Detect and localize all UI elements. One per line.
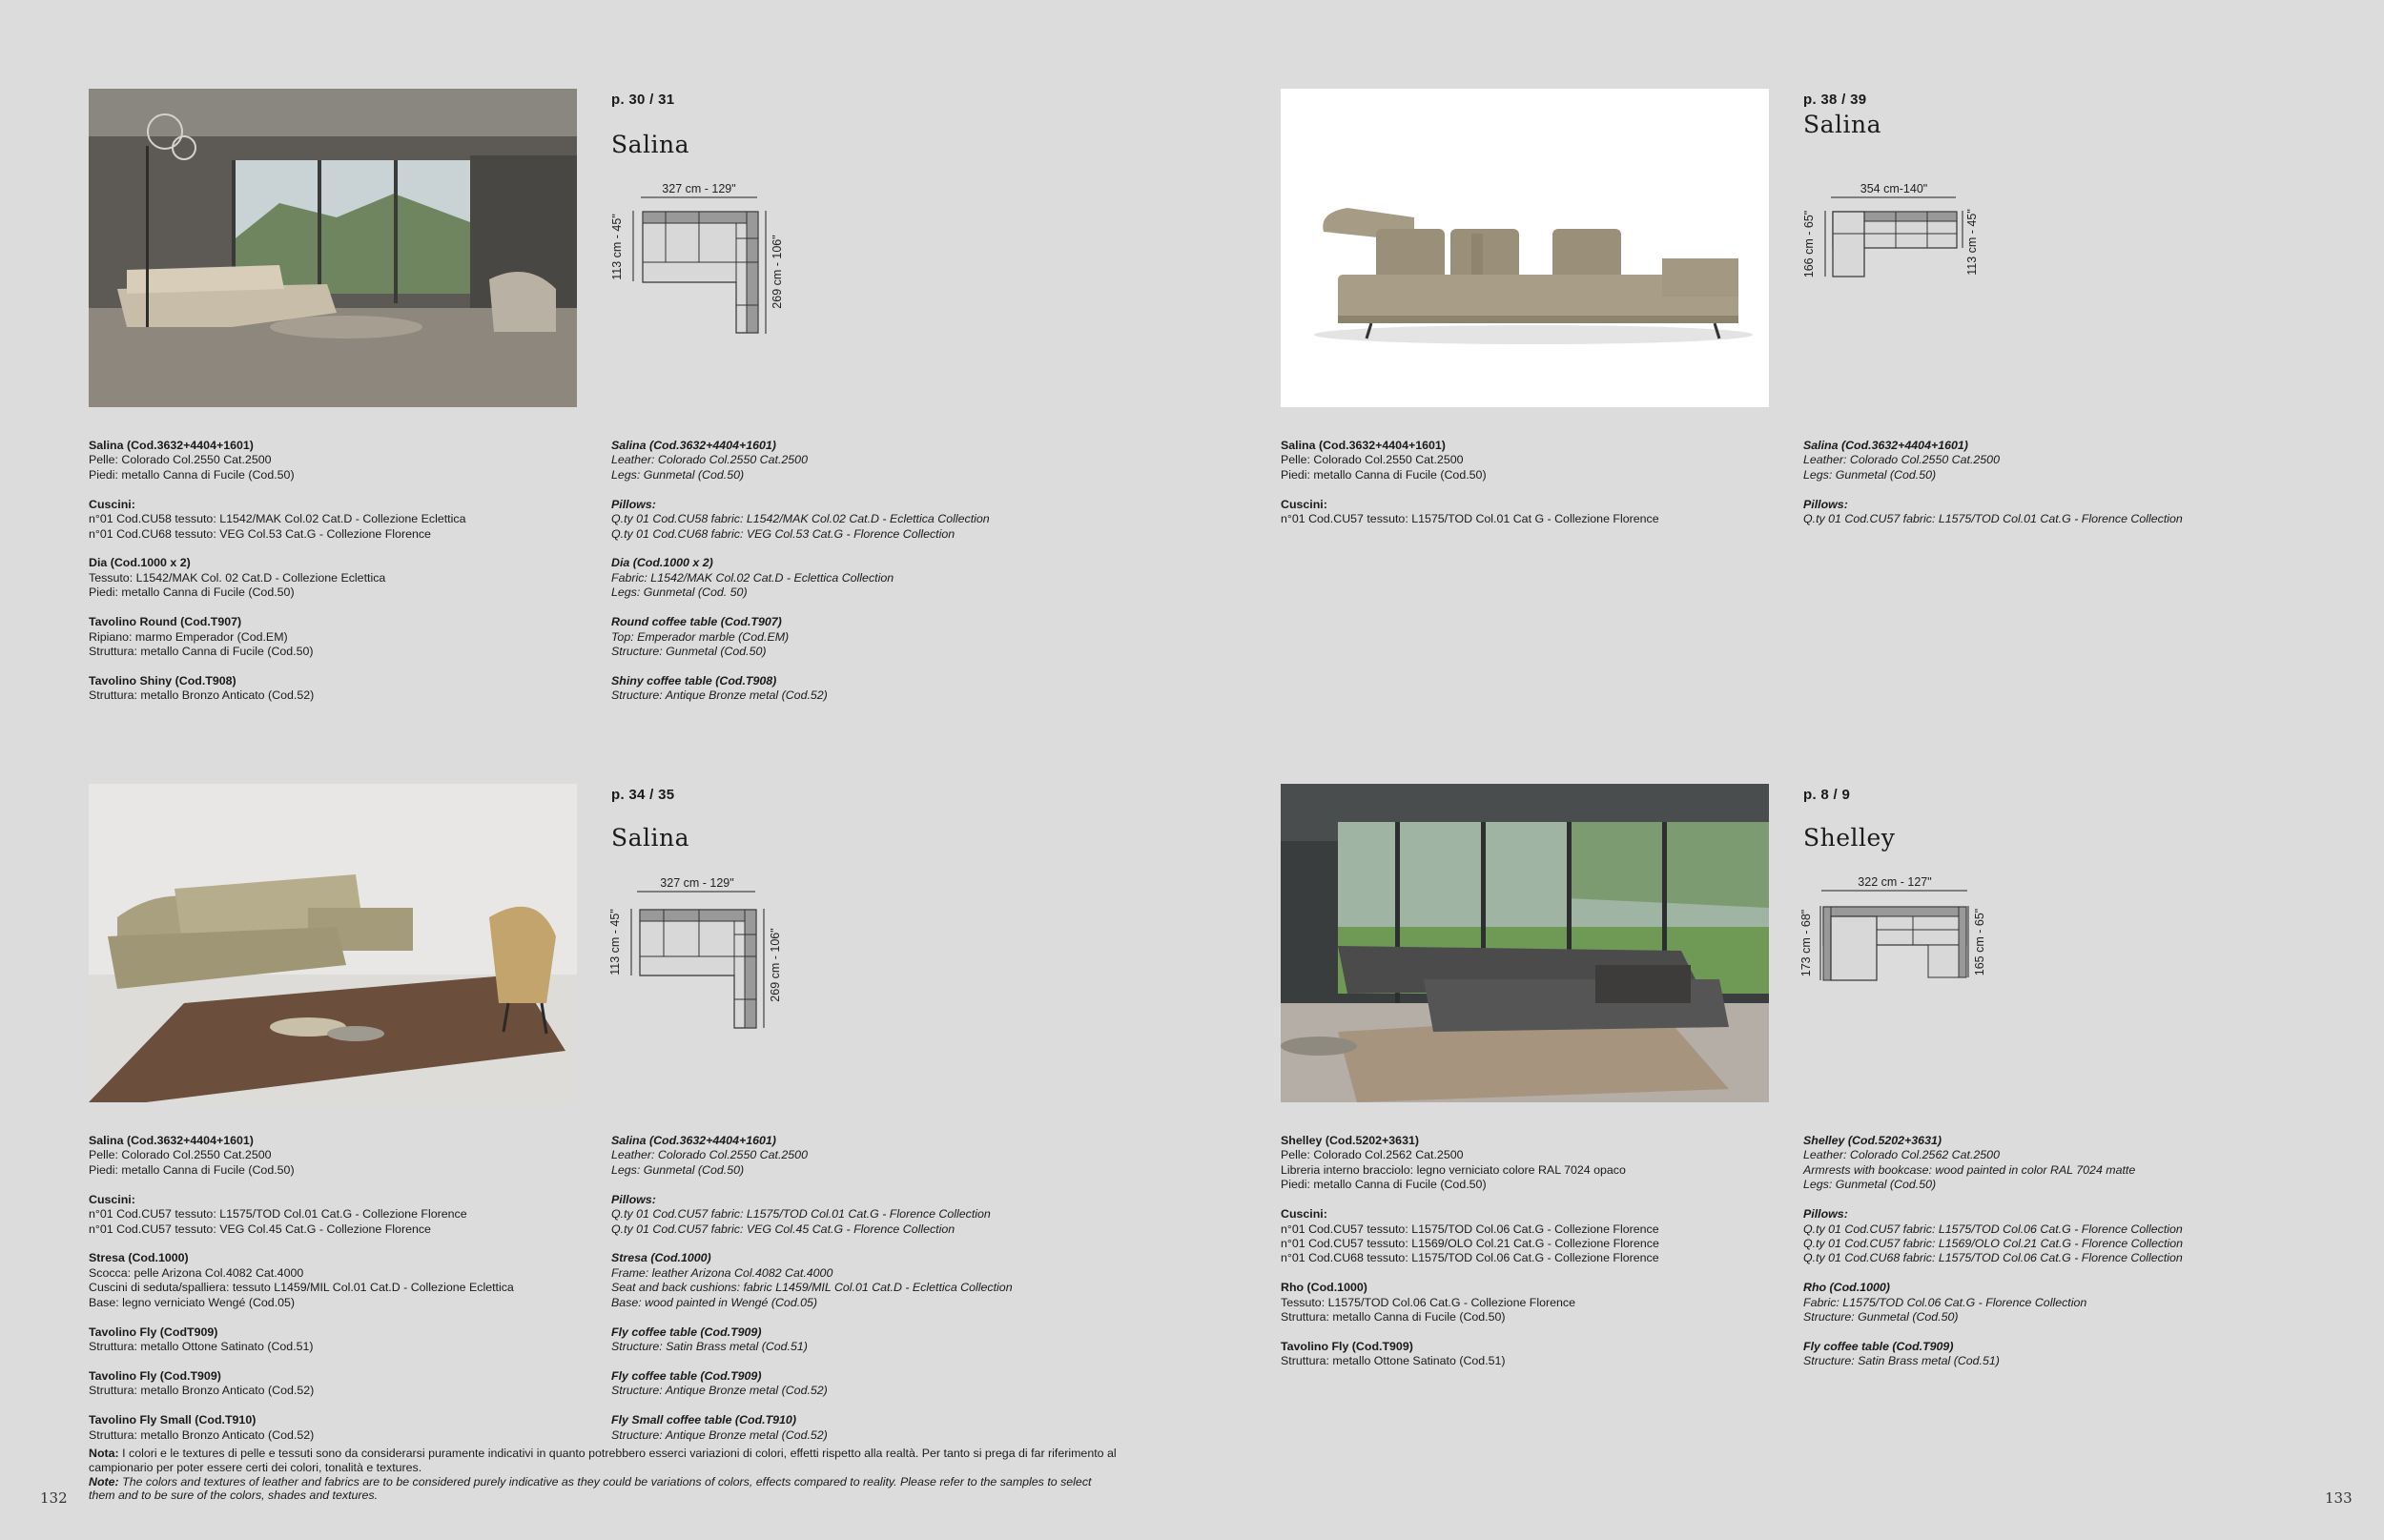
dimension-length-label: 269 cm - 106"	[769, 928, 782, 1002]
spec-line: Tessuto: L1575/TOD Col.06 Cat.G - Collezione Florence	[1281, 1295, 1575, 1309]
spec-line: Structure: Satin Brass metal (Cod.51)	[611, 1339, 808, 1353]
spec-line: Struttura: metallo Bronzo Anticato (Cod.52)	[89, 1384, 315, 1398]
spec-block	[611, 1251, 1088, 1310]
spec-block	[89, 498, 565, 542]
spec-line: Legs: Gunmetal (Cod.50)	[611, 1162, 745, 1177]
spec-block	[89, 1251, 565, 1310]
disclaimer-note	[89, 1447, 1119, 1503]
spec-line: Pelle: Colorado Col.2562 Cat.2500	[1281, 1148, 1464, 1162]
spec-heading: Tavolino Fly (Cod.T909)	[89, 1368, 221, 1383]
product-details-italian	[1281, 439, 1757, 542]
dimension-diagram-salina-corner	[608, 181, 837, 343]
spec-line: Q.ty 01 Cod.CU57 fabric: L1575/TOD Col.01 Cat.G - Florence Collection	[1803, 512, 2183, 526]
dimension-depth-right-label: 165 cm - 65"	[1973, 908, 1986, 976]
dimension-depth-label: 173 cm - 68"	[1799, 909, 1813, 977]
spec-heading: Tavolino Fly (CodT909)	[89, 1324, 218, 1339]
spec-heading: Stresa (Cod.1000)	[611, 1251, 711, 1265]
product-details-english	[611, 1134, 1088, 1458]
spec-heading: Fly coffee table (Cod.T909)	[611, 1324, 762, 1339]
spec-block	[1803, 1340, 2280, 1369]
spec-line: n°01 Cod.CU68 tessuto: VEG Col.53 Cat.G - Collezione Florence	[89, 526, 431, 541]
spec-line: Piedi: metallo Canna di Fucile (Cod.50)	[1281, 1178, 1487, 1192]
disclaimer-label: Nota:	[89, 1447, 119, 1460]
spec-block	[611, 615, 1088, 659]
spec-block	[89, 1134, 565, 1178]
spec-heading: Cuscini:	[89, 1192, 135, 1206]
spec-line: Legs: Gunmetal (Cod.50)	[1803, 467, 1937, 482]
spec-line: n°01 Cod.CU57 tessuto: VEG Col.45 Cat.G - Collezione Florence	[89, 1222, 431, 1236]
spec-block	[611, 1369, 1088, 1399]
spec-block	[1803, 1207, 2280, 1266]
spec-block	[89, 674, 565, 704]
spec-heading: Stresa (Cod.1000)	[89, 1251, 189, 1265]
spec-block	[611, 498, 1088, 542]
spec-block	[611, 1134, 1088, 1178]
spec-line: Struttura: metallo Bronzo Anticato (Cod.52)	[89, 688, 315, 703]
spec-block	[89, 1325, 565, 1355]
spec-line: Seat and back cushions: fabric L1459/MIL Col.01 Cat.D - Eclettica Collection	[611, 1281, 1013, 1295]
spec-line: Top: Emperador marble (Cod.EM)	[611, 629, 790, 644]
spec-heading: Dia (Cod.1000 x 2)	[611, 556, 713, 570]
spec-line: Tessuto: L1542/MAK Col. 02 Cat.D - Collezione Eclettica	[89, 570, 386, 585]
product-title: Salina	[1803, 111, 1882, 138]
spec-line: Piedi: metallo Canna di Fucile (Cod.50)	[89, 1162, 295, 1177]
disclaimer-label: Note:	[89, 1474, 119, 1489]
dimension-depth-right-label: 113 cm - 45"	[1965, 209, 1979, 276]
spec-line: Q.ty 01 Cod.CU57 fabric: L1575/TOD Col.06 Cat.G - Florence Collection	[1803, 1222, 2183, 1236]
photo-salina-corner-studio	[89, 784, 577, 1102]
spec-heading: Salina (Cod.3632+4404+1601)	[1281, 439, 1446, 452]
spec-heading: Shiny coffee table (Cod.T908)	[611, 673, 777, 688]
spec-line: Q.ty 01 Cod.CU68 fabric: VEG Col.53 Cat.G - Florence Collection	[611, 526, 956, 541]
page-reference: p. 38 / 39	[1803, 92, 1867, 108]
spec-heading: Cuscini:	[1281, 1207, 1327, 1222]
spec-line: Structure: Satin Brass metal (Cod.51)	[1803, 1354, 2000, 1368]
spec-line: Legs: Gunmetal (Cod.50)	[1803, 1178, 1937, 1192]
spec-line: Libreria interno bracciolo: legno verniciato colore RAL 7024 opaco	[1281, 1162, 1626, 1177]
spec-block	[1803, 1281, 2280, 1324]
dimension-width-label: 327 cm - 129"	[660, 876, 734, 890]
spec-line: n°01 Cod.CU58 tessuto: L1542/MAK Col.02 Cat.D - Collezione Eclettica	[89, 512, 466, 526]
disclaimer-text: The colors and textures of leather and fabrics are to be considered purely indicative as they could be variations of colors, effects compared to reality. Please refer to the samples to select them and to be sure of the colors, shades and textures.	[89, 1474, 1092, 1503]
page-number-left: 132	[40, 1489, 68, 1507]
spec-block	[611, 1325, 1088, 1355]
spec-line: Structure: Antique Bronze metal (Cod.52)	[611, 688, 828, 703]
spec-line: Legs: Gunmetal (Cod. 50)	[611, 585, 748, 600]
spec-line: Q.ty 01 Cod.CU57 fabric: VEG Col.45 Cat.G - Florence Collection	[611, 1222, 956, 1236]
spec-line: n°01 Cod.CU57 tessuto: L1575/TOD Col.01 Cat.G - Collezione Florence	[89, 1207, 467, 1222]
spec-line: Armrests with bookcase: wood painted in color RAL 7024 matte	[1803, 1162, 2136, 1177]
spec-heading: Dia (Cod.1000 x 2)	[89, 556, 191, 570]
spec-block	[89, 1193, 565, 1237]
spec-heading: Salina (Cod.3632+4404+1601)	[1803, 439, 1968, 452]
spec-line: Piedi: metallo Canna di Fucile (Cod.50)	[89, 585, 295, 600]
disclaimer-english	[89, 1475, 1119, 1504]
spec-heading: Pillows:	[1803, 497, 1848, 511]
dimension-width-label: 322 cm - 127"	[1858, 875, 1932, 889]
spec-heading: Round coffee table (Cod.T907)	[611, 615, 782, 629]
dimension-diagram-salina-corner	[608, 875, 837, 1037]
spec-block	[1803, 439, 2280, 483]
page-reference: p. 30 / 31	[611, 92, 675, 108]
spec-line: Structure: Antique Bronze metal (Cod.52)	[611, 1427, 828, 1442]
spec-line: Piedi: metallo Canna di Fucile (Cod.50)	[1281, 467, 1487, 482]
spec-line: Fabric: L1575/TOD Col.06 Cat.G - Florence Collection	[1803, 1295, 2087, 1309]
product-details-english	[1803, 1134, 2280, 1384]
product-details-italian	[1281, 1134, 1757, 1384]
spec-line: Structure: Antique Bronze metal (Cod.52)	[611, 1384, 828, 1398]
spec-heading: Shelley (Cod.5202+3631)	[1803, 1134, 1942, 1147]
spec-line: Struttura: metallo Canna di Fucile (Cod.50)	[89, 644, 314, 658]
spec-block	[1281, 1340, 1757, 1369]
spec-heading: Fly coffee table (Cod.T909)	[1803, 1339, 1954, 1353]
dimension-diagram-salina-linear	[1800, 181, 2029, 296]
spec-heading: Rho (Cod.1000)	[1803, 1281, 1890, 1295]
spec-line: Cuscini di seduta/spalliera: tessuto L1459/MIL Col.01 Cat.D - Collezione Eclettica	[89, 1281, 514, 1295]
spec-line: Q.ty 01 Cod.CU58 fabric: L1542/MAK Col.02 Cat.D - Eclettica Collection	[611, 512, 990, 526]
spec-block	[611, 1413, 1088, 1443]
spec-heading: Pillows:	[1803, 1207, 1848, 1222]
spec-block	[611, 439, 1088, 483]
spec-heading: Cuscini:	[1281, 497, 1327, 511]
spec-heading: Pillows:	[611, 1192, 656, 1206]
dimension-width-label: 354 cm-140"	[1860, 182, 1928, 195]
spec-line: Pelle: Colorado Col.2550 Cat.2500	[89, 1148, 272, 1162]
spec-heading: Tavolino Fly (Cod.T909)	[1281, 1339, 1413, 1353]
spec-block	[1281, 1134, 1757, 1193]
product-details-italian	[89, 439, 565, 718]
spec-block	[89, 556, 565, 600]
product-title: Salina	[611, 131, 690, 158]
spec-block	[1281, 498, 1757, 527]
spec-heading: Pillows:	[611, 497, 656, 511]
spec-block	[611, 556, 1088, 600]
spec-line: Leather: Colorado Col.2562 Cat.2500	[1803, 1148, 2000, 1162]
spec-line: Base: legno verniciato Wengé (Cod.05)	[89, 1295, 296, 1309]
photo-salina-living-room	[89, 89, 577, 407]
spec-heading: Cuscini:	[89, 497, 135, 511]
photo-salina-sofa-white	[1281, 89, 1769, 407]
disclaimer-italian	[89, 1447, 1119, 1475]
spec-heading: Fly Small coffee table (Cod.T910)	[611, 1413, 796, 1427]
dimension-depth-label: 113 cm - 45"	[608, 909, 622, 975]
spec-block	[611, 1193, 1088, 1237]
spec-line: Base: wood painted in Wengé (Cod.05)	[611, 1295, 818, 1309]
spec-block	[89, 1413, 565, 1443]
dimension-width-label: 327 cm - 129"	[662, 182, 736, 195]
spec-heading: Tavolino Round (Cod.T907)	[89, 615, 242, 629]
dimension-diagram-shelley	[1800, 873, 2029, 987]
spec-heading: Shelley (Cod.5202+3631)	[1281, 1134, 1419, 1147]
spec-line: Piedi: metallo Canna di Fucile (Cod.50)	[89, 467, 295, 482]
spec-line: n°01 Cod.CU68 tessuto: L1575/TOD Col.06 Cat.G - Collezione Florence	[1281, 1251, 1659, 1265]
spec-line: Leather: Colorado Col.2550 Cat.2500	[611, 1148, 808, 1162]
page-reference: p. 34 / 35	[611, 787, 675, 803]
spec-heading: Salina (Cod.3632+4404+1601)	[611, 439, 776, 452]
dimension-depth-label: 113 cm - 45"	[610, 214, 624, 280]
spec-line: Struttura: metallo Bronzo Anticato (Cod.52)	[89, 1427, 315, 1442]
spec-line: Leather: Colorado Col.2550 Cat.2500	[611, 453, 808, 467]
spec-line: Q.ty 01 Cod.CU57 fabric: L1569/OLO Col.21 Cat.G - Florence Collection	[1803, 1236, 2184, 1250]
photo-shelley-living-room	[1281, 784, 1769, 1102]
product-details-italian	[89, 1134, 565, 1458]
spec-line: Pelle: Colorado Col.2550 Cat.2500	[89, 453, 272, 467]
spec-block	[611, 674, 1088, 704]
spec-line: Struttura: metallo Ottone Satinato (Cod.51)	[1281, 1354, 1506, 1368]
spec-line: n°01 Cod.CU57 tessuto: L1575/TOD Col.06 Cat.G - Collezione Florence	[1281, 1222, 1659, 1236]
spec-heading: Rho (Cod.1000)	[1281, 1281, 1367, 1295]
spec-line: n°01 Cod.CU57 tessuto: L1575/TOD Col.01 Cat G - Collezione Florence	[1281, 512, 1659, 526]
spec-block	[1803, 498, 2280, 527]
spec-heading: Tavolino Shiny (Cod.T908)	[89, 673, 236, 688]
product-title: Shelley	[1803, 824, 1896, 852]
spec-heading: Fly coffee table (Cod.T909)	[611, 1368, 762, 1383]
spec-block	[1803, 1134, 2280, 1193]
spec-heading: Salina (Cod.3632+4404+1601)	[89, 439, 254, 452]
spec-heading: Salina (Cod.3632+4404+1601)	[89, 1134, 254, 1147]
spec-block	[89, 439, 565, 483]
spec-heading: Salina (Cod.3632+4404+1601)	[611, 1134, 776, 1147]
spec-line: Structure: Gunmetal (Cod.50)	[1803, 1310, 1959, 1324]
product-details-english	[1803, 439, 2280, 542]
spec-block	[89, 1369, 565, 1399]
spec-line: Scocca: pelle Arizona Col.4082 Cat.4000	[89, 1265, 304, 1280]
spec-line: Frame: leather Arizona Col.4082 Cat.4000	[611, 1265, 833, 1280]
spec-block	[1281, 1207, 1757, 1266]
disclaimer-text: I colori e le textures di pelle e tessuti sono da considerarsi puramente indicativi in quanto potrebbero esserci variazioni di colori, effetti rispetto alla realtà. Per tanto si prega di far riferimento al campionario per poter essere certi dei colori, tonalità e textures.	[89, 1447, 1117, 1474]
product-details-english	[611, 439, 1088, 718]
page-number-right: 133	[2325, 1489, 2353, 1507]
spec-line: n°01 Cod.CU57 tessuto: L1569/OLO Col.21 Cat.G - Collezione Florence	[1281, 1236, 1659, 1250]
spec-line: Pelle: Colorado Col.2550 Cat.2500	[1281, 453, 1464, 467]
spec-line: Fabric: L1542/MAK Col.02 Cat.D - Eclettica Collection	[611, 570, 894, 585]
spec-block	[1281, 439, 1757, 483]
spec-line: Ripiano: marmo Emperador (Cod.EM)	[89, 629, 288, 644]
dimension-depth-label: 166 cm - 65"	[1802, 210, 1816, 278]
spec-line: Struttura: metallo Canna di Fucile (Cod.50)	[1281, 1310, 1506, 1324]
spec-line: Structure: Gunmetal (Cod.50)	[611, 644, 767, 658]
spec-block	[89, 615, 565, 659]
spec-block	[1281, 1281, 1757, 1324]
product-title: Salina	[611, 824, 690, 852]
spec-heading: Tavolino Fly Small (Cod.T910)	[89, 1413, 257, 1427]
dimension-length-label: 269 cm - 106"	[771, 235, 784, 309]
spec-line: Q.ty 01 Cod.CU57 fabric: L1575/TOD Col.01 Cat.G - Florence Collection	[611, 1207, 991, 1222]
spec-line: Legs: Gunmetal (Cod.50)	[611, 467, 745, 482]
spec-line: Leather: Colorado Col.2550 Cat.2500	[1803, 453, 2000, 467]
spec-line: Q.ty 01 Cod.CU68 fabric: L1575/TOD Col.06 Cat.G - Florence Collection	[1803, 1251, 2183, 1265]
page-reference: p. 8 / 9	[1803, 787, 1851, 803]
spec-line: Struttura: metallo Ottone Satinato (Cod.51)	[89, 1339, 314, 1353]
